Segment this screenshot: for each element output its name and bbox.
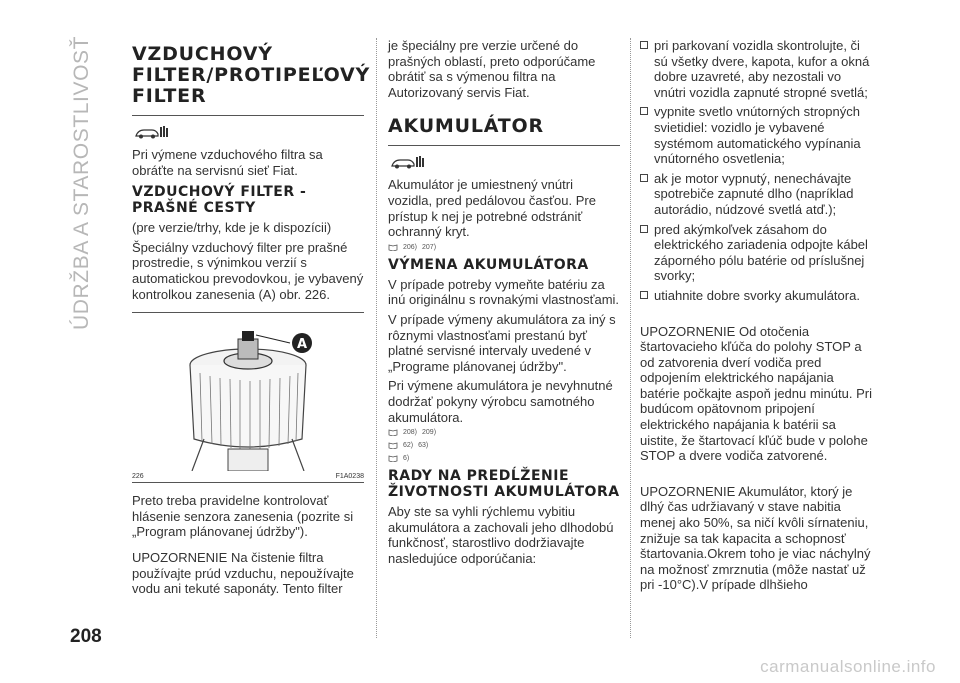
ref-item: 209) (422, 429, 437, 437)
reference-marks (388, 429, 620, 436)
list-item: utiahnite dobre svorky akumulátora. (640, 288, 872, 304)
battery-life-text: Aby ste sa vyhli rýchlemu vybitiu akumulátora a zachovali jeho dlhodobú funkčnosť, starostlivo dodržiavajte nasledujúce odporúčania: (388, 504, 614, 566)
list-item: vypnite svetlo vnútorných stropných svietidiel: vozidlo je vybavené systémom automatického vypínania vnútorného osvetlenia; (640, 104, 872, 166)
bullet-square-icon (640, 41, 648, 49)
check-sensor-text: Preto treba pravidelne kontrolovať hlásenie senzora zanesenia (pozrite si „Program plánovanej údržby"). (132, 493, 354, 540)
list-item: pred akýmkoľvek zásahom do elektrického zariadenia odpojte kábel záporného pólu batérie od príslušnej svorky; (640, 222, 872, 284)
figure-rule (132, 312, 364, 313)
figure-label-a: A (296, 337, 308, 353)
ref-item: 207) (422, 243, 437, 251)
heading-battery-life: RADY NA PREDĹŽENIE ŽIVOTNOSTI AKUMULÁTORA (388, 468, 620, 501)
car-service-icon (134, 124, 168, 140)
heading-replace-battery: VÝMENA AKUMULÁTORA (388, 256, 589, 273)
ref-item: 62) (403, 442, 414, 450)
dusty-note: (pre verzie/trhy, kde je k dispozícii) (132, 220, 332, 236)
column-2 (388, 38, 620, 570)
heading-rule (388, 145, 620, 146)
ref-item: 6) (403, 455, 410, 463)
environment-book-icon (388, 455, 398, 462)
air-filter-text: Pri výmene vzduchového filtra sa obráťte na servisnú sieť Fiat. (132, 147, 323, 178)
column-1 (132, 38, 371, 601)
warning-book-icon (388, 244, 398, 251)
dusty-text: Špeciálny vzduchový filter pre prašné prostredie, s výnimkou verzií s automatickou prevodovkou, je vybavený kontrolkou zanesenia (A) obr. 226. (132, 239, 364, 302)
watermark: carmanualsonline.info (760, 657, 936, 676)
reference-marks (388, 442, 620, 449)
replace-text-1: V prípade potreby vymeňte batériu za inú originálnu s rovnakými vlastnosťami. (388, 276, 620, 308)
list-item: pri parkovaní vozidla skontrolujte, či sú všetky dvere, kapota, kufor a okná dobre uzavreté, aby nezostali vo vnútri vozidla zapnuté stropné svetlá; (640, 38, 872, 100)
air-filter-illustration (132, 321, 364, 471)
reference-marks (388, 244, 620, 251)
page-number: 208 (70, 626, 102, 647)
bullet-square-icon (640, 291, 648, 299)
figure-caption-rule (132, 482, 364, 483)
column-3 (640, 38, 872, 597)
ref-item: 63) (418, 442, 429, 450)
heading-battery: AKUMULÁTOR (388, 115, 544, 138)
filter-continuation: je špeciálny pre verzie určené do prašných oblastí, preto odporúčame obrátiť sa s výmenou filtra na Autorizovaný servis Fiat. (388, 38, 596, 100)
ref-item: 208) (403, 429, 418, 437)
replace-text-3: Pri výmene akumulátora je nevyhnutné dodržať pokyny výrobcu samotného akumulátora. (388, 378, 613, 425)
heading-rule (132, 115, 364, 116)
replace-text-2: V prípade výmeny akumulátora za iný s rôznymi vlastnosťami prestanú byť platné servisné intervaly uvedené v „Programe plánovanej údržby". (388, 311, 616, 374)
bullet-square-icon (640, 107, 648, 115)
bullet-square-icon (640, 174, 648, 182)
bullet-square-icon (640, 225, 648, 233)
heading-air-filter: VZDUCHOVÝ FILTER/PROTIPEĽOVÝ FILTER (132, 43, 371, 107)
battery-location-text: Akumulátor je umiestnený vnútri vozidla, pred pedálovou časťou. Pre prístup k nej je potrebné odstrániť ochranný kryt. (388, 177, 596, 240)
list-item: ak je motor vypnutý, nenechávajte spotrebiče zapnuté dlho (napríklad autorádio, núdzové svetlá atď.); (640, 171, 872, 218)
side-section-title (70, 30, 110, 330)
figure-caption (132, 473, 364, 480)
cleaning-warning: UPOZORNENIE Na čistenie filtra používajte prúd vzduchu, nepoužívajte vodu ani tekuté saponáty. Tento filter (132, 549, 354, 597)
reference-marks (388, 455, 620, 462)
column-divider (630, 38, 632, 638)
warning-book-icon (388, 429, 398, 436)
note-book-icon (388, 442, 398, 449)
sulfation-warning: UPOZORNENIE Akumulátor, ktorý je dlhý čas udržiavaný v stave nabitia menej ako 50%, sa ničí kvôli sírnateniu, znižuje sa tak kapacita a schopnosť štartovania.Okrem toho je viac náchylný na možnosť zmrznutia (môže nastať už pri -10°C).V prípade dlhšieho (640, 483, 871, 593)
column-divider (376, 38, 378, 638)
figure-number: 226 (132, 473, 144, 481)
heading-dusty-roads: VZDUCHOVÝ FILTER - PRAŠNÉ CESTY (132, 184, 307, 217)
side-title-text: ÚDRŽBA A STAROSTLIVOSŤ (70, 35, 93, 330)
car-service-icon (390, 154, 424, 170)
disconnect-warning: UPOZORNENIE Od otočenia štartovacieho kľúča do polohy STOP a od zatvorenia dverí vodiča pred odpojením elektrického napájania batérie počkajte aspoň jednu minútu. Pri budúcom opätovnom pripojení elektrického napájania k batérii sa uistite, že štartovací kľúč bude v polohe STOP a dvere vodiča zatvorené. (640, 323, 872, 464)
figure-code: F1A0238 (335, 473, 364, 481)
air-filter-figure (132, 321, 364, 471)
ref-item: 206) (403, 243, 418, 251)
